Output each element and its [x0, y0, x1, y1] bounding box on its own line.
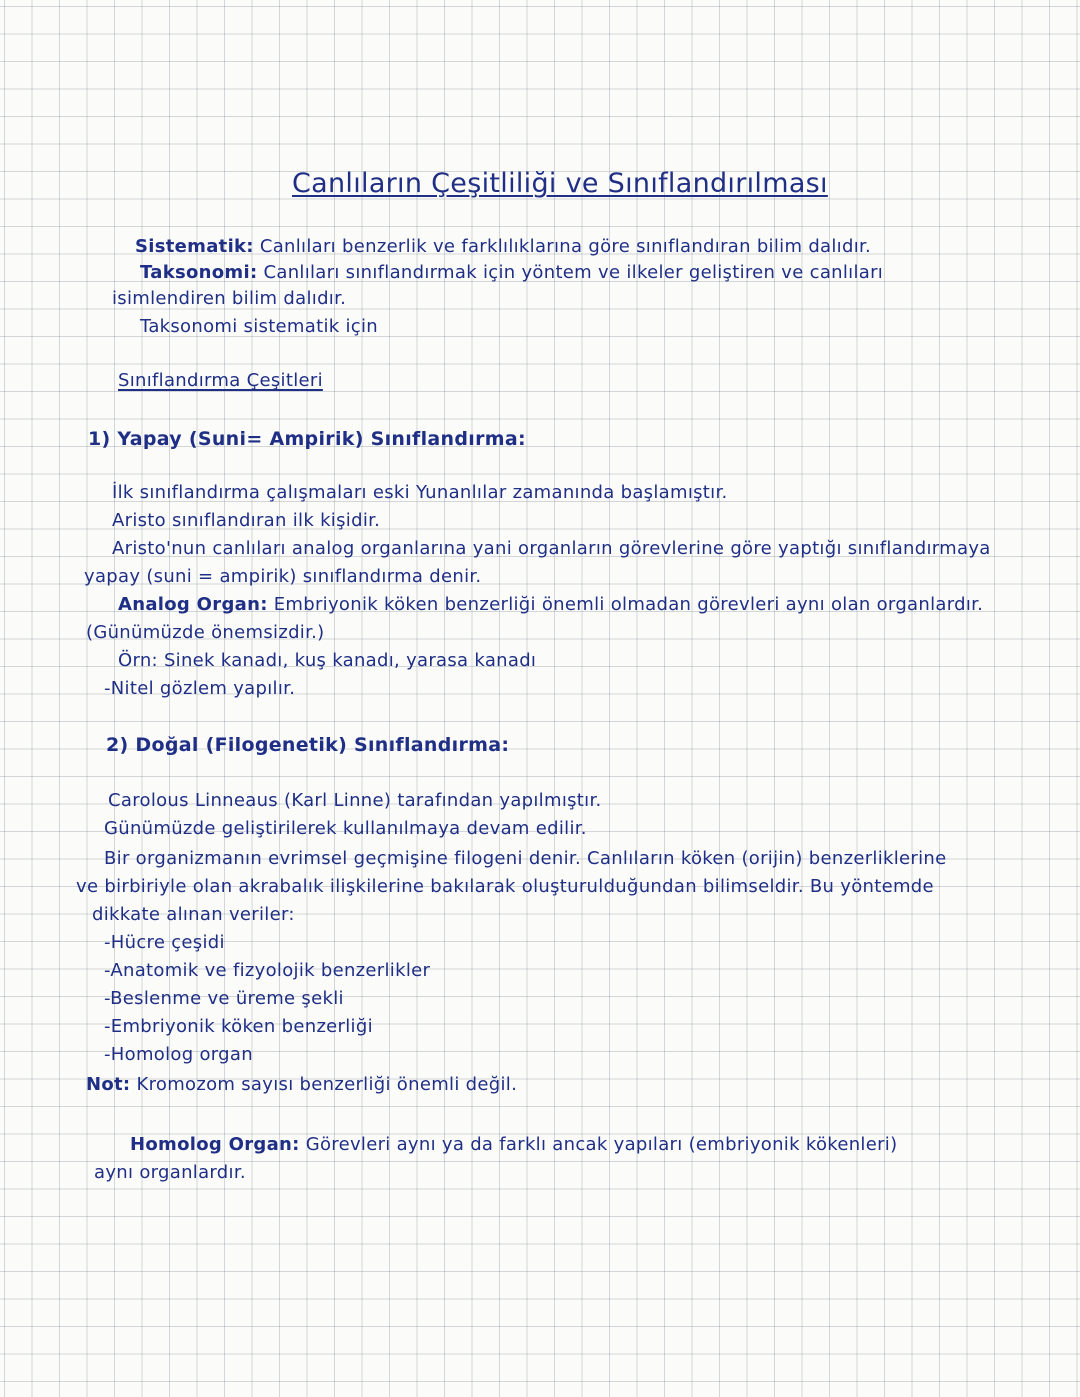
- section2-line3: Bir organizmanın evrimsel geçmişine filogeni denir. Canlıların köken (orijin) benzerliklerine: [104, 848, 947, 869]
- taksonomi-def-text-2: isimlendiren bilim dalıdır.: [112, 288, 347, 309]
- section2-line5: dikkate alınan veriler:: [92, 904, 295, 925]
- section1-line4: yapay (suni = ampirik) sınıflandırma denir.: [84, 566, 482, 587]
- sistematik-term: Sistematik:: [135, 236, 254, 257]
- homolog-organ-definition: [130, 1134, 897, 1156]
- analog-organ-example: Örn: Sinek kanadı, kuş kanadı, yarasa kanadı: [118, 650, 537, 671]
- taksonomi-definition: [140, 262, 883, 284]
- analog-organ-def: Embriyonik köken benzerliği önemli olmadan görevleri aynı olan organlardır.: [273, 594, 984, 615]
- section2-heading: 2) Doğal (Filogenetik) Sınıflandırma:: [106, 734, 510, 756]
- section1-line1: İlk sınıflandırma çalışmaları eski Yunanlılar zamanında başlamıştır.: [112, 482, 728, 503]
- criteria-item: -Homolog organ: [104, 1044, 253, 1065]
- section1-heading: 1) Yapay (Suni= Ampirik) Sınıflandırma:: [88, 428, 526, 450]
- criteria-item: -Anatomik ve fizyolojik benzerlikler: [104, 960, 431, 981]
- taksonomi-term: Taksonomi:: [140, 262, 258, 283]
- section2-line2: Günümüzde geliştirilerek kullanılmaya devam edilir.: [104, 818, 587, 839]
- section1-line2: Aristo sınıflandıran ilk kişidir.: [112, 510, 381, 531]
- homolog-organ-def-2: aynı organlardır.: [94, 1162, 246, 1183]
- section2-line4: ve birbiriyle olan akrabalık ilişkilerine bakılarak oluşturulduğundan bilimseldir. Bu yöntemde: [76, 876, 934, 897]
- taksonomi-def-text-1: Canlıları sınıflandırmak için yöntem ve ilkeler geliştiren ve canlıları: [263, 262, 884, 283]
- section1-line3: Aristo'nun canlıları analog organlarına yani organların görevlerine göre yaptığı sınıflandırmaya: [112, 538, 991, 559]
- analog-organ-definition: [118, 594, 983, 616]
- note-label: Not:: [86, 1074, 131, 1095]
- chromosome-note: [86, 1074, 517, 1096]
- sistematik-definition: [135, 236, 871, 258]
- homolog-organ-term: Homolog Organ:: [130, 1134, 300, 1155]
- page-title: Canlıların Çeşitliliği ve Sınıflandırılması: [292, 168, 828, 199]
- criteria-item: -Hücre çeşidi: [104, 932, 225, 953]
- taksonomi-note: Taksonomi sistematik için: [140, 316, 379, 337]
- sistematik-def-text: Canlıları benzerlik ve farklılıklarına göre sınıflandıran bilim dalıdır.: [259, 236, 872, 257]
- section2-line1: Carolous Linneaus (Karl Linne) tarafından yapılmıştır.: [108, 790, 602, 811]
- criteria-item: -Embriyonik köken benzerliği: [104, 1016, 373, 1037]
- analog-organ-note: (Günümüzde önemsizdir.): [86, 622, 325, 643]
- observation-note: -Nitel gözlem yapılır.: [104, 678, 296, 699]
- homolog-organ-def-1: Görevleri aynı ya da farklı ancak yapıları (embriyonik kökenleri): [305, 1134, 898, 1155]
- note-text: Kromozom sayısı benzerliği önemli değil.: [136, 1074, 518, 1095]
- classification-types-heading: Sınıflandırma Çeşitleri: [118, 370, 323, 391]
- analog-organ-term: Analog Organ:: [118, 594, 268, 615]
- criteria-item: -Beslenme ve üreme şekli: [104, 988, 344, 1009]
